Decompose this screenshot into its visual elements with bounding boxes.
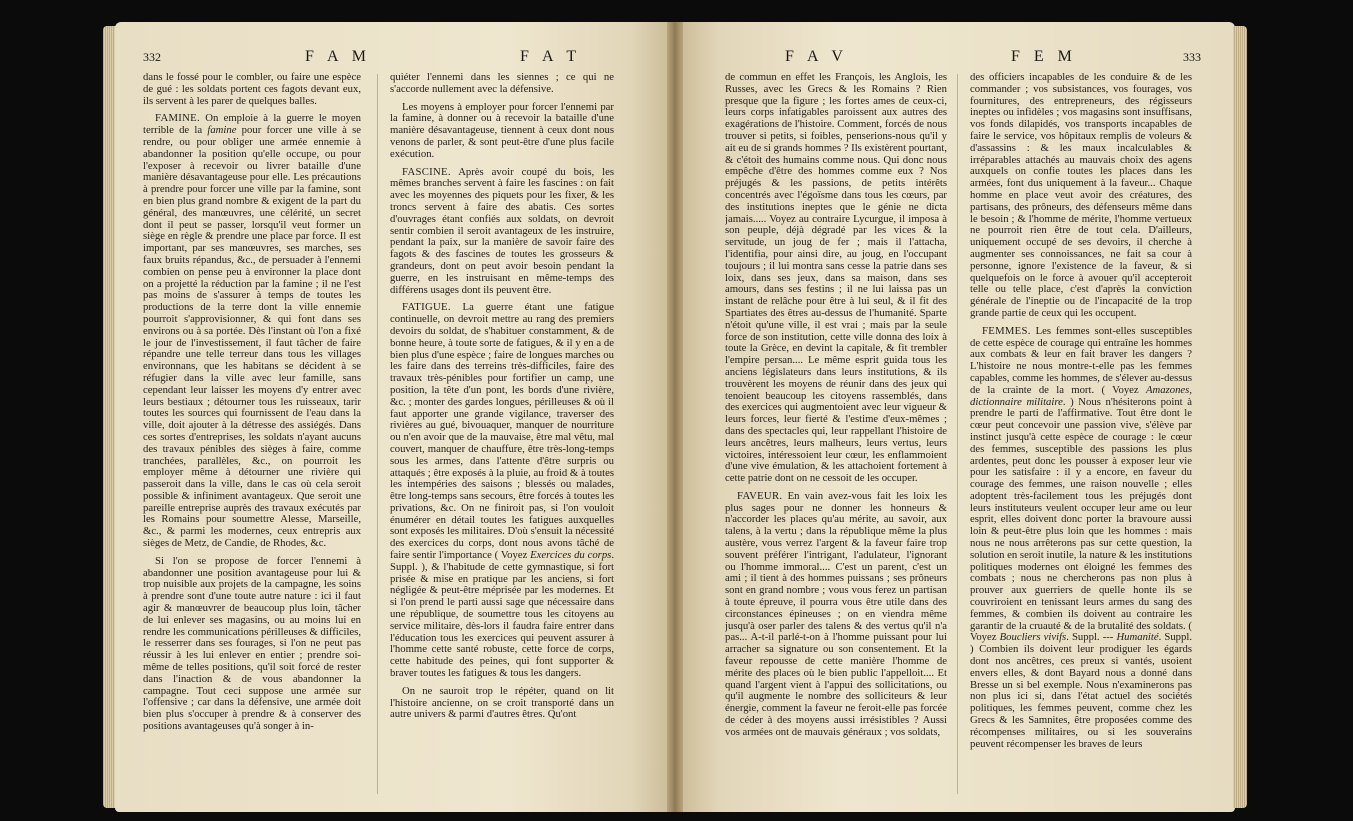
column-divider [957, 74, 958, 794]
entry-femmes: FEMMES. Les femmes sont-elles susceptibles de cette espèce de courage qui entraîne les hommes aux combats & leur en fait braver les dangers ? L'histoire ne nous montre-t-elle pas les femmes capables, comme les hommes, de s'élever au-dessus de la crainte de la mort. ( Voyez Amazones, dictionnaire militaire. ) Nous n'hésiterons point à prendre le parti de l'affirmative. Tout être dont le cœur peut concevoir une passion vive, s'élève par instinct jusqu'à cette espèce de courage : le cœur des femmes, susceptible des passions les plus ardentes, peut donc les pousser à exposer leur vie pour les satisfaire : il y a encore, en faveur du courage des femmes, une raison nouvelle ; elles adoptent très-facilement tous les préjugés dont leurs instituteurs veulent occuper leur ame ou leur esprit, elles doivent donc porter la bravoure aussi loin & peut-être plus loin que les hommes : mais nous ne nous arrêterons pas sur cette question, la solution en seroit inutile, la nature & les institutions politiques modernes ont éloigné les femmes des combats ; nous ne chercherons pas non plus à prouver aux guerriers de quelle honte ils se couvriroient en tenissant leurs armes du sang des femmes, & combien ils doivent au contraire les garantir de la cruauté & de la brutalité des soldats. ( Voyez Boucliers vivifs. Suppl. --- Humanité. Suppl. ) Combien ils doivent leur prodiguer les égards dont nos ancêtres, ces preux si vantés, usoient envers elles, & dont Bayard nous a donné dans Bresse un si bel exemple. Nous n'examinerons pas non plus ici si, dans l'état actuel des sociétés politiques, les femmes peuvent, comme chez les Grecs & les Samnites, être proposées comme des récompenses militaires, ou si les souverains peuvent récompenser les braves de leurs [970, 324, 1192, 750]
paragraph: dans le fossé pour le combler, ou faire une espèce de gué : les soldats portent ces fagots devant eux, ils servent à les parer de quelques balles. [143, 72, 361, 107]
open-book [115, 0, 1235, 821]
paragraph: Si l'on se propose de forcer l'ennemi à abandonner une position avantageuse pour lui & trop nuisible aux projets de la campagne, les soins à prendre sont d'une toute autre nature : ici il faut agir & manœuvrer de beaucoup plus loin, tâcher de lui enlever ses magasins, ou au moins lui en rendre les communications périlleuses & difficiles, le resserrer dans ses fourages, si l'on ne peut pas réussir à les lui enlever en entier ; prendre soi-même de telles positions, qu'il soit forcé de rester dans l'inaction & de vous abandonner la campagne. Tout ceci suppose une armée sur l'offensive ; car dans la défensive, une armée doit bien plus s'occuper à prendre & à conserver des positions avantageuses qu'à songer à in- [143, 554, 361, 733]
entry-heading: FEMMES. [982, 324, 1031, 337]
paragraph: On ne sauroit trop le répéter, quand on lit l'histoire ancienne, on se croit transporté dans un autre univers & parmi d'autres êtres. Qu'ont [390, 684, 614, 721]
page-number-left: 332 [143, 50, 161, 64]
entry-fascine: FASCINE. Après avoir coupé du bois, les mêmes branches servent à faire les fascines : on fait avec les moyennes des piquets pour les fixer, & les troncs servent à faire des abatis. Ces sortes d'ouvrages étant confiés aux soldats, on devroit sentir combien il seroit avantageux de les instruire, pendant la paix, sur la manière de savoir faire des fagots & des fascines de toutes les grosseurs & grandeurs, dont on peut avoir besoin pendant la guerre, en les instruisant en même-temps des différens usages dont ils peuvent être. [390, 165, 614, 296]
column-divider [377, 74, 378, 794]
column-3 [725, 72, 947, 804]
running-head-fat: F A T [520, 48, 582, 65]
entry-famine: FAMINE. On emploie à la guerre le moyen terrible de la famine pour forcer une ville à se rendre, ou pour obliger une armée ennemie à abandonner la position qu'elle occupe, ou pour l'exposer à recevoir ou livrer bataille d'une manière désavantageuse pour elle. Les précautions à prendre pour forcer une ville par la famine, sont en bien plus grand nombre & exigent de la part du général, des manœuvres, une célérité, un secret dont il peut se passer, lorsqu'il veut former un siège en règle & prendre une place par force. Il est important, par ses manœuvres, ses marches, ses faux bruits répandus, &c., de persuader à l'ennemi combien on pense peu à environner la place dont on a projetté la réduction par la famine ; il ne l'est pas moins de s'assurer à temps de toutes les productions de la terre dont la ville ennemie pourroit s'approvisionner, & qui font dans ses environs ou à sa portée. Dès l'instant où l'on a fixé le jour de l'investissement, il faut tâcher de faire répandre une telle terreur dans tous les villages environnans, que les habitans se décident à se réfugier dans la ville avec leur famille, sans cependant leur laisser les moyens d'y entrer avec leurs bestiaux ; détourner tous les ruisseaux, tarir toutes les sources qui fournissent de l'eau dans la ville, doit ajouter à la détresse des assiégés. Dans ces sortes d'entreprises, les soldats n'ayant aucuns des travaux pénibles des sièges à faire, comme tranchées, parallèles, &c., on pourroit les employer même à détourner une rivière qui passeroit dans la ville, dans le cas où cela seroit possible & infiniment avantageux. Que seroit une pareille entreprise auprès des travaux exécutés par les Romains pour soumettre Alesse, Marseille, &c., & parmi les modernes, ceux entrepris aux sièges de Metz, de Candie, de Rhodes, &c. [143, 112, 361, 550]
page-number-right: 333 [1183, 50, 1201, 64]
paragraph: quiéter l'ennemi dans les siennes ; ce qui ne s'accorde nullement avec la défensive. [390, 72, 614, 95]
entry-faveur: FAVEUR. En vain avez-vous fait les loix les plus sages pour ne donner les honneurs & n'accorder les places qu'au mérite, au savoir, aux talens, à la vertu ; dans la république même la plus austère, vous verrez l'argent & la faveur faire trop souvent préférer l'intrigant, l'adulateur, l'ignorant ou l'homme immoral.... C'est un parent, c'est un ami ; il tient à des hommes puissans ; ses prôneurs sont en grand nombre ; vous vous ferez un partisan à toute épreuve, il pourra vous être utile dans des circonstances épineuses ; on en viendra même jusqu'à oser parler des talens & des vertus qu'il n'a pas... A-t-il parlé-t-on à l'homme puissant pour lui arracher sa signature ou son consentement. Et la faveur repousse de cette manière l'homme de mérite des places où le bien public l'appelloit.... Et quand l'argent vient à l'appui des sollicitations, ou qu'il augmente le nombre des solliciteurs & leur énergie, comment la faveur ne feroit-elle pas forcée de céder à des moyens aussi irrésistibles ? Aussi vos armées ont de mauvais généraux ; vos soldats, [725, 489, 947, 738]
paragraph: de commun en effet les François, les Anglois, les Russes, avec les Grecs & les Romains ? Rien presque que la figure ; les fortes ames de ceux-ci, leurs corps infatigables paroissent aux autres des exagérations de l'histoire. Comment, forcés de nous trouver si petits, si foibles, penserions-nous qu'il y ait eu de si grands hommes ? Ils existèrent pourtant, & c'étoit des humains comme nous. Qui donc nous empêche d'être des hommes comme eux ? Nos préjugés & les passions, de petits intérêts concentrés avec l'égoïsme dans tous les cœurs, par des institutions ineptes que le génie ne dicta jamais..... Voyez au contraire Lycurgue, il imposa à son peuple, déjà dégradé par les vices & la servitude, un joug de fer ; mais il l'attacha, l'identifia, pour ainsi dire, au joug, en l'occupant toujours ; il lui montra sans cesse la patrie dans ses loix, dans ses jeux, dans sa maison, dans ses amours, dans ses festins ; il ne lui laissa pas un instant de relâche pour être à lui seul, & il fit des Spartiates des êtres au-dessus de l'humanité. Sparte n'étoit qu'une ville, il est vrai ; mais par la seule force de son institution, cette ville donna des loix à toute la Grèce, en devint la capitale, & fit trembler l'empire persan.... Le même esprit guida tous les anciens législateurs dans leurs institutions, & ils trouvèrent les moyens de réunir dans des jeux qui tenoient beaucoup les citoyens rassemblés, dans des exercices qui augmentoient avec leur vigueur & leurs forces, leur fierté & l'estime d'eux-mêmes ; dans des spectacles qui, leur rappellant l'histoire de leurs ancêtres, leurs malheurs, leurs vertus, leurs victoires, intéressoient leur cœur, les enflammoient d'une vive émulation, & les attachoient fortement à cette patrie dont on ne cessoit de les occuper. [725, 72, 947, 485]
running-head-fem: F E M [1011, 48, 1077, 65]
left-page-header [115, 50, 675, 74]
entry-heading: FAVEUR. [737, 489, 783, 502]
entry-heading: FAMINE. [155, 112, 200, 125]
entry-fatigue: FATIGUE. La guerre étant une fatigue continuelle, on devroit mettre au rang des premiers devoirs du soldat, de s'habituer constamment, & de bonne heure, à toute sorte de fatigues, & il y en a de bien plus d'une espèce ; faire de longues marches ou les faire dans des terreins très-difficiles, faire des travaux très-pénibles pour fortifier un camp, une position, la tête d'un pont, les bords d'une rivière, &c. ; monter des gardes longues, périlleuses & où il faut apporter une grande vigilance, traverser des rivières au gué, bivouaquer, manquer de nourriture ou n'en avoir que de la mauvaise, être mal vêtu, mal couvert, manquer de chauffure, être très-long-temps sous les armes, dans l'attente d'être surpris ou attaqués ; être exposés à la pluie, au froid & à toutes les intempéries des saisons ; blessés ou malades, être long-temps sans secours, être forcés à toutes les privations, &c. On ne finiroit pas, si l'on vouloit énumérer en détail toutes les fatigues auxquelles sont exposés les militaires. D'où s'ensuit la nécessité des exercices du corps, dont nous avons tâché de faire sentir l'importance ( Voyez Exercices du corps. Suppl. ), & l'habitude de cette gymnastique, si fort prisée & mise en pratique par les anciens, si fort négligée & peut-être méprisée par les modernes. Et si l'on prend le parti aussi sage que nécessaire dans une république, de soumettre tous les citoyens au service militaire, dès-lors il faudra faire entrer dans l'éducation tous les exercices qui peuvent assurer à l'homme cette santé robuste, cette force de corps, cette habitude des peines, qui font supporter & braver toutes les fatigues & tous les dangers. [390, 301, 614, 680]
right-page [675, 22, 1235, 812]
paragraph: Les moyens à employer pour forcer l'ennemi par la famine, à donner ou à recevoir la bataille d'une manière désavantageuse, tiennent à ceux dont nous venons de parler, & sont peut-être d'une plus facile exécution. [390, 100, 614, 160]
column-4 [970, 72, 1192, 804]
entry-heading: FATIGUE. [402, 301, 451, 314]
right-page-header [675, 50, 1235, 74]
column-2 [390, 72, 614, 804]
left-page [115, 22, 675, 812]
column-1 [143, 72, 361, 804]
book-gutter [667, 22, 683, 812]
running-head-fam: F A M [305, 48, 371, 65]
page-edges-right [1233, 26, 1247, 808]
running-head-fav: F A V [785, 48, 848, 65]
paragraph: des officiers incapables de les conduire & de les commander ; vos subsistances, vos fourages, vos fournitures, des entrepreneurs, des régisseurs ineptes ou infidèles ; vos magasins sont insuffisans, vos fonds dilapidés, vos transports incapables de faire le service, vos hôpitaux remplis de voleurs & d'assassins : & les maux incalculables & irréparables attachés au mauvais choix des agens auxquels on confie toutes les places dans les armées, font dus uniquement à la faveur... Chaque homme en place veut avoir des créatures, des partisans, des prôneurs, des défenseurs même dans le besoin ; & l'homme de mérite, l'homme vertueux ne pourroit rien être de tout cela. D'ailleurs, uniquement occupé de ses devoirs, il cherche à augmenter ses connoissances, ne fait sa cour à personne, ignore l'existence de la faveur, & si quelquefois on le force à avouer qu'il accepteroit telle ou telle place, c'est d'après la conviction générale de l'ineptie ou de l'incapacité de la trop grande partie de ceux qui les occupent. [970, 72, 1192, 319]
entry-heading: FASCINE. [402, 165, 451, 178]
